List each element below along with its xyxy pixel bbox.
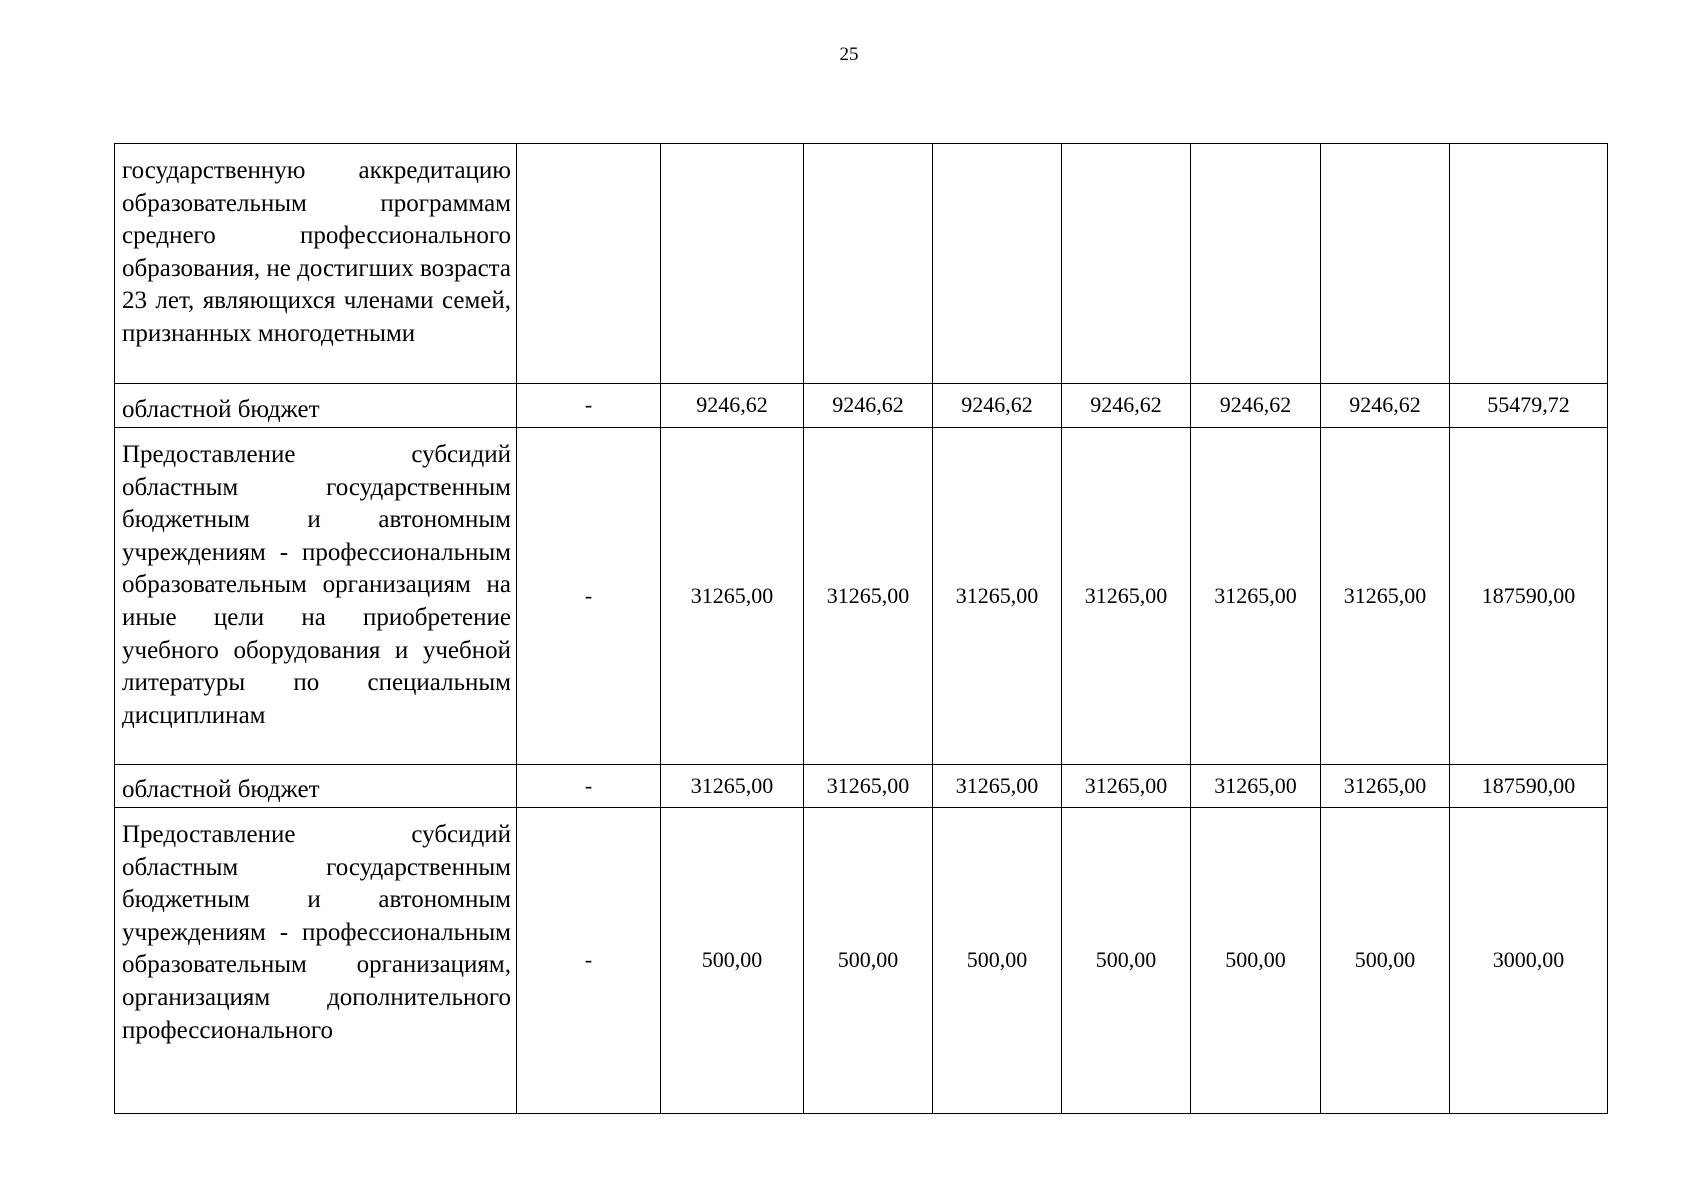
table-cell [661,144,804,384]
table-cell: 9246,62 [933,384,1062,428]
table-cell [1450,144,1608,384]
table-cell: 500,00 [1062,808,1191,1114]
table-cell: 187590,00 [1450,765,1608,808]
table-row [115,144,1608,384]
table-cell: 500,00 [1191,808,1321,1114]
table-cell: 31265,00 [933,428,1062,765]
budget-label: областной бюджет [115,384,517,428]
table-cell: 500,00 [661,808,804,1114]
table-cell: 31265,00 [933,765,1062,808]
table-cell: 9246,62 [1191,384,1321,428]
table-cell: 31265,00 [1321,765,1450,808]
row-description: Предоставление субсидий областным государственным бюджетным и автономным учреждениям - профессиональным образовательным организациям на иные цели на приобретение учебного оборудования и учебной литературы по специальным дисциплинам [115,428,517,765]
table-cell: 9246,62 [1062,384,1191,428]
table-cell [804,144,933,384]
table-cell [1062,144,1191,384]
table-cell: 500,00 [933,808,1062,1114]
table-cell: 9246,62 [804,384,933,428]
table-cell: 500,00 [1321,808,1450,1114]
table-cell: - [517,765,661,808]
table-cell: - [517,808,661,1114]
table-cell: 31265,00 [661,428,804,765]
row-description: Предоставление субсидий областным государственным бюджетным и автономным учреждениям - профессиональным образовательным организациям, организациям дополнительного профессионального [115,808,517,1114]
row-description: государственную аккредитацию образовательным программам среднего профессионального образования, не достигших возраста 23 лет, являющихся членами семей, признанных многодетными [115,144,517,384]
table-row [115,808,1608,1114]
table-cell: 31265,00 [1062,765,1191,808]
budget-label: областной бюджет [115,765,517,808]
table-cell [933,144,1062,384]
table-cell: 31265,00 [1191,765,1321,808]
budget-table [114,143,1608,1114]
table-cell: - [517,384,661,428]
table-row [115,428,1608,765]
table-cell: 55479,72 [1450,384,1608,428]
table-cell [517,144,661,384]
table-cell: 31265,00 [661,765,804,808]
table-row [115,384,1608,428]
table-cell: 500,00 [804,808,933,1114]
table-cell [1321,144,1450,384]
table-cell: 31265,00 [1062,428,1191,765]
table-cell: 31265,00 [804,428,933,765]
table-cell: 31265,00 [1321,428,1450,765]
table-cell: 3000,00 [1450,808,1608,1114]
table-cell: - [517,428,661,765]
table-cell: 31265,00 [804,765,933,808]
table-row [115,765,1608,808]
page-number: 25 [839,44,859,65]
table-cell: 9246,62 [1321,384,1450,428]
table-cell: 9246,62 [661,384,804,428]
table-cell: 31265,00 [1191,428,1321,765]
table-cell [1191,144,1321,384]
table-cell: 187590,00 [1450,428,1608,765]
